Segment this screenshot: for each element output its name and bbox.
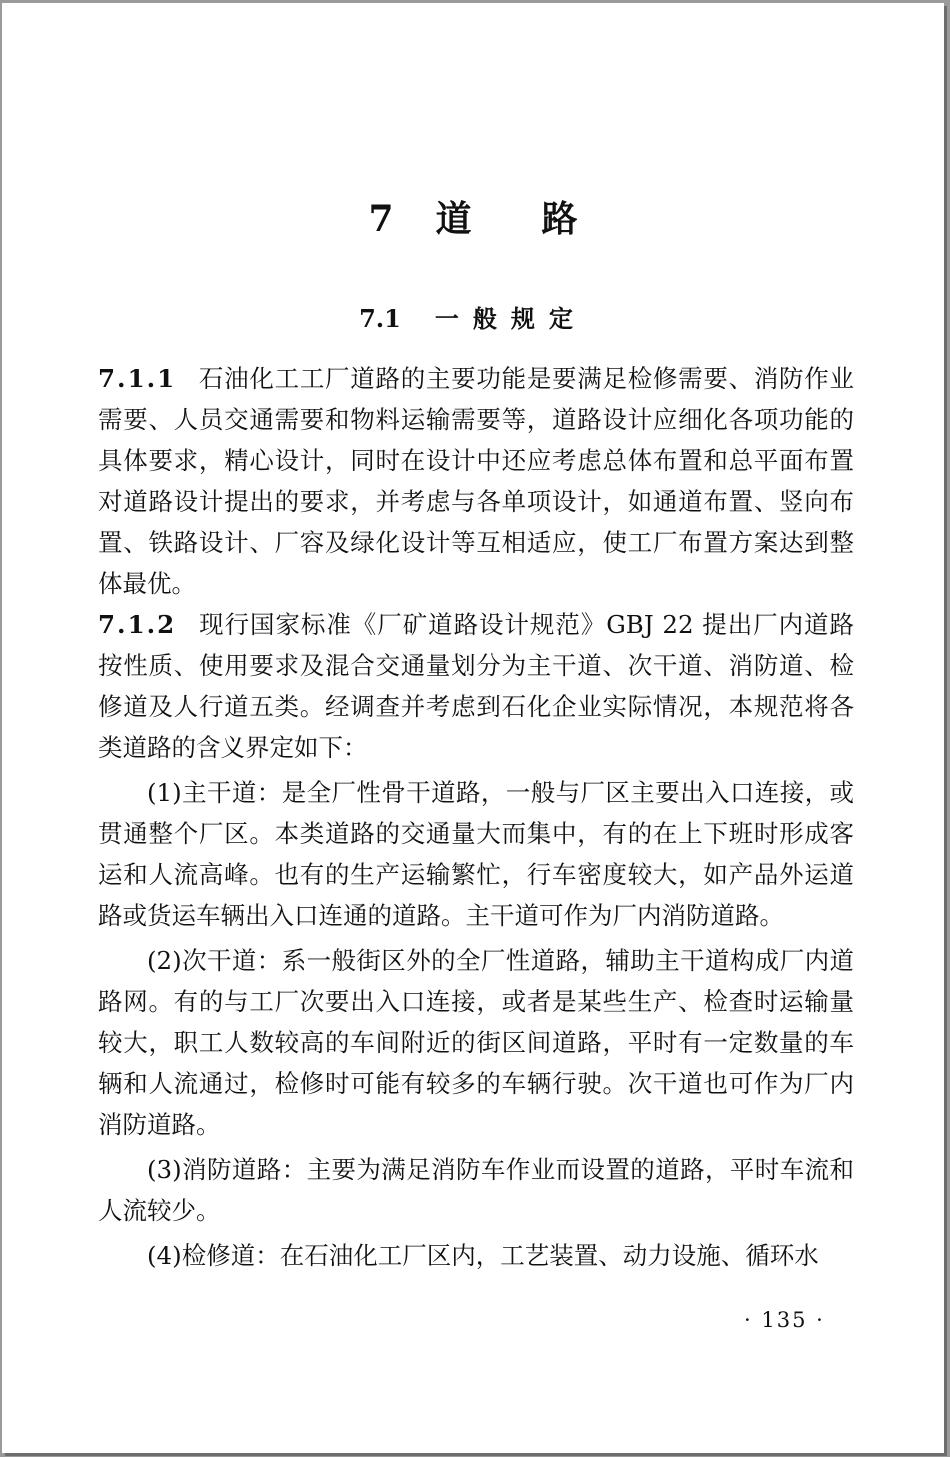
clause-paragraph — [98, 358, 854, 604]
clause-number: 7.1.2 — [98, 610, 177, 639]
list-item: (4)检修道：在石油化工厂区内，工艺装置、动力设施、循环水 — [147, 1241, 819, 1270]
list-item: (3)消防道路：主要为满足消防车作业而设置的道路，平时车流和人流较少。 — [98, 1155, 854, 1225]
page-number: · 135 · — [744, 1308, 825, 1332]
document-page — [2, 3, 944, 1453]
section-number: 7.1 — [359, 304, 401, 333]
chapter-number: 7 — [368, 198, 396, 240]
chapter-name: 道路 — [435, 198, 648, 240]
chapter-title — [2, 191, 944, 242]
body-text — [98, 358, 854, 1276]
list-item: (1)主干道：是全厂性骨干道路，一般与厂区主要出入口连接，或贯通整个厂区。本类道路的交通量大而集中，有的在上下班时形成客运和人流高峰。也有的生产运输繁忙，行车密度较大，如产品外运道路或货运车辆出入口连通的道路。主干道可作为厂内消防道路。 — [98, 778, 854, 930]
clause-text: 石油化工工厂道路的主要功能是要满足检修需要、消防作业需要、人员交通需要和物料运输需要等，道路设计应细化各项功能的具体要求，精心设计，同时在设计中还应考虑总体布置和总平面布置对道路设计提出的要求，并考虑与各单项设计，如通道布置、竖向布置、铁路设计、厂容及绿化设计等互相适应，使工厂布置方案达到整体最优。 — [98, 364, 854, 598]
clause-number: 7.1.1 — [98, 364, 177, 393]
section-title — [2, 299, 944, 334]
clause-text: 现行国家标准《厂矿道路设计规范》GBJ 22 提出厂内道路按性质、使用要求及混合交通量划分为主干道、次干道、消防道、检修道及人行道五类。经调查并考虑到石化企业实际情况，本规范将各类道路的含义界定如下： — [98, 610, 854, 762]
section-name: 一般规定 — [434, 304, 587, 333]
list-item: (2)次干道：系一般街区外的全厂性道路，辅助主干道构成厂内道路网。有的与工厂次要出入口连接，或者是某些生产、检查时运输量较大，职工人数较高的车间附近的街区间道路，平时有一定数量的车辆和人流通过，检修时可能有较多的车辆行驶。次干道也可作为厂内消防道路。 — [98, 946, 854, 1139]
clause-paragraph — [98, 604, 854, 768]
